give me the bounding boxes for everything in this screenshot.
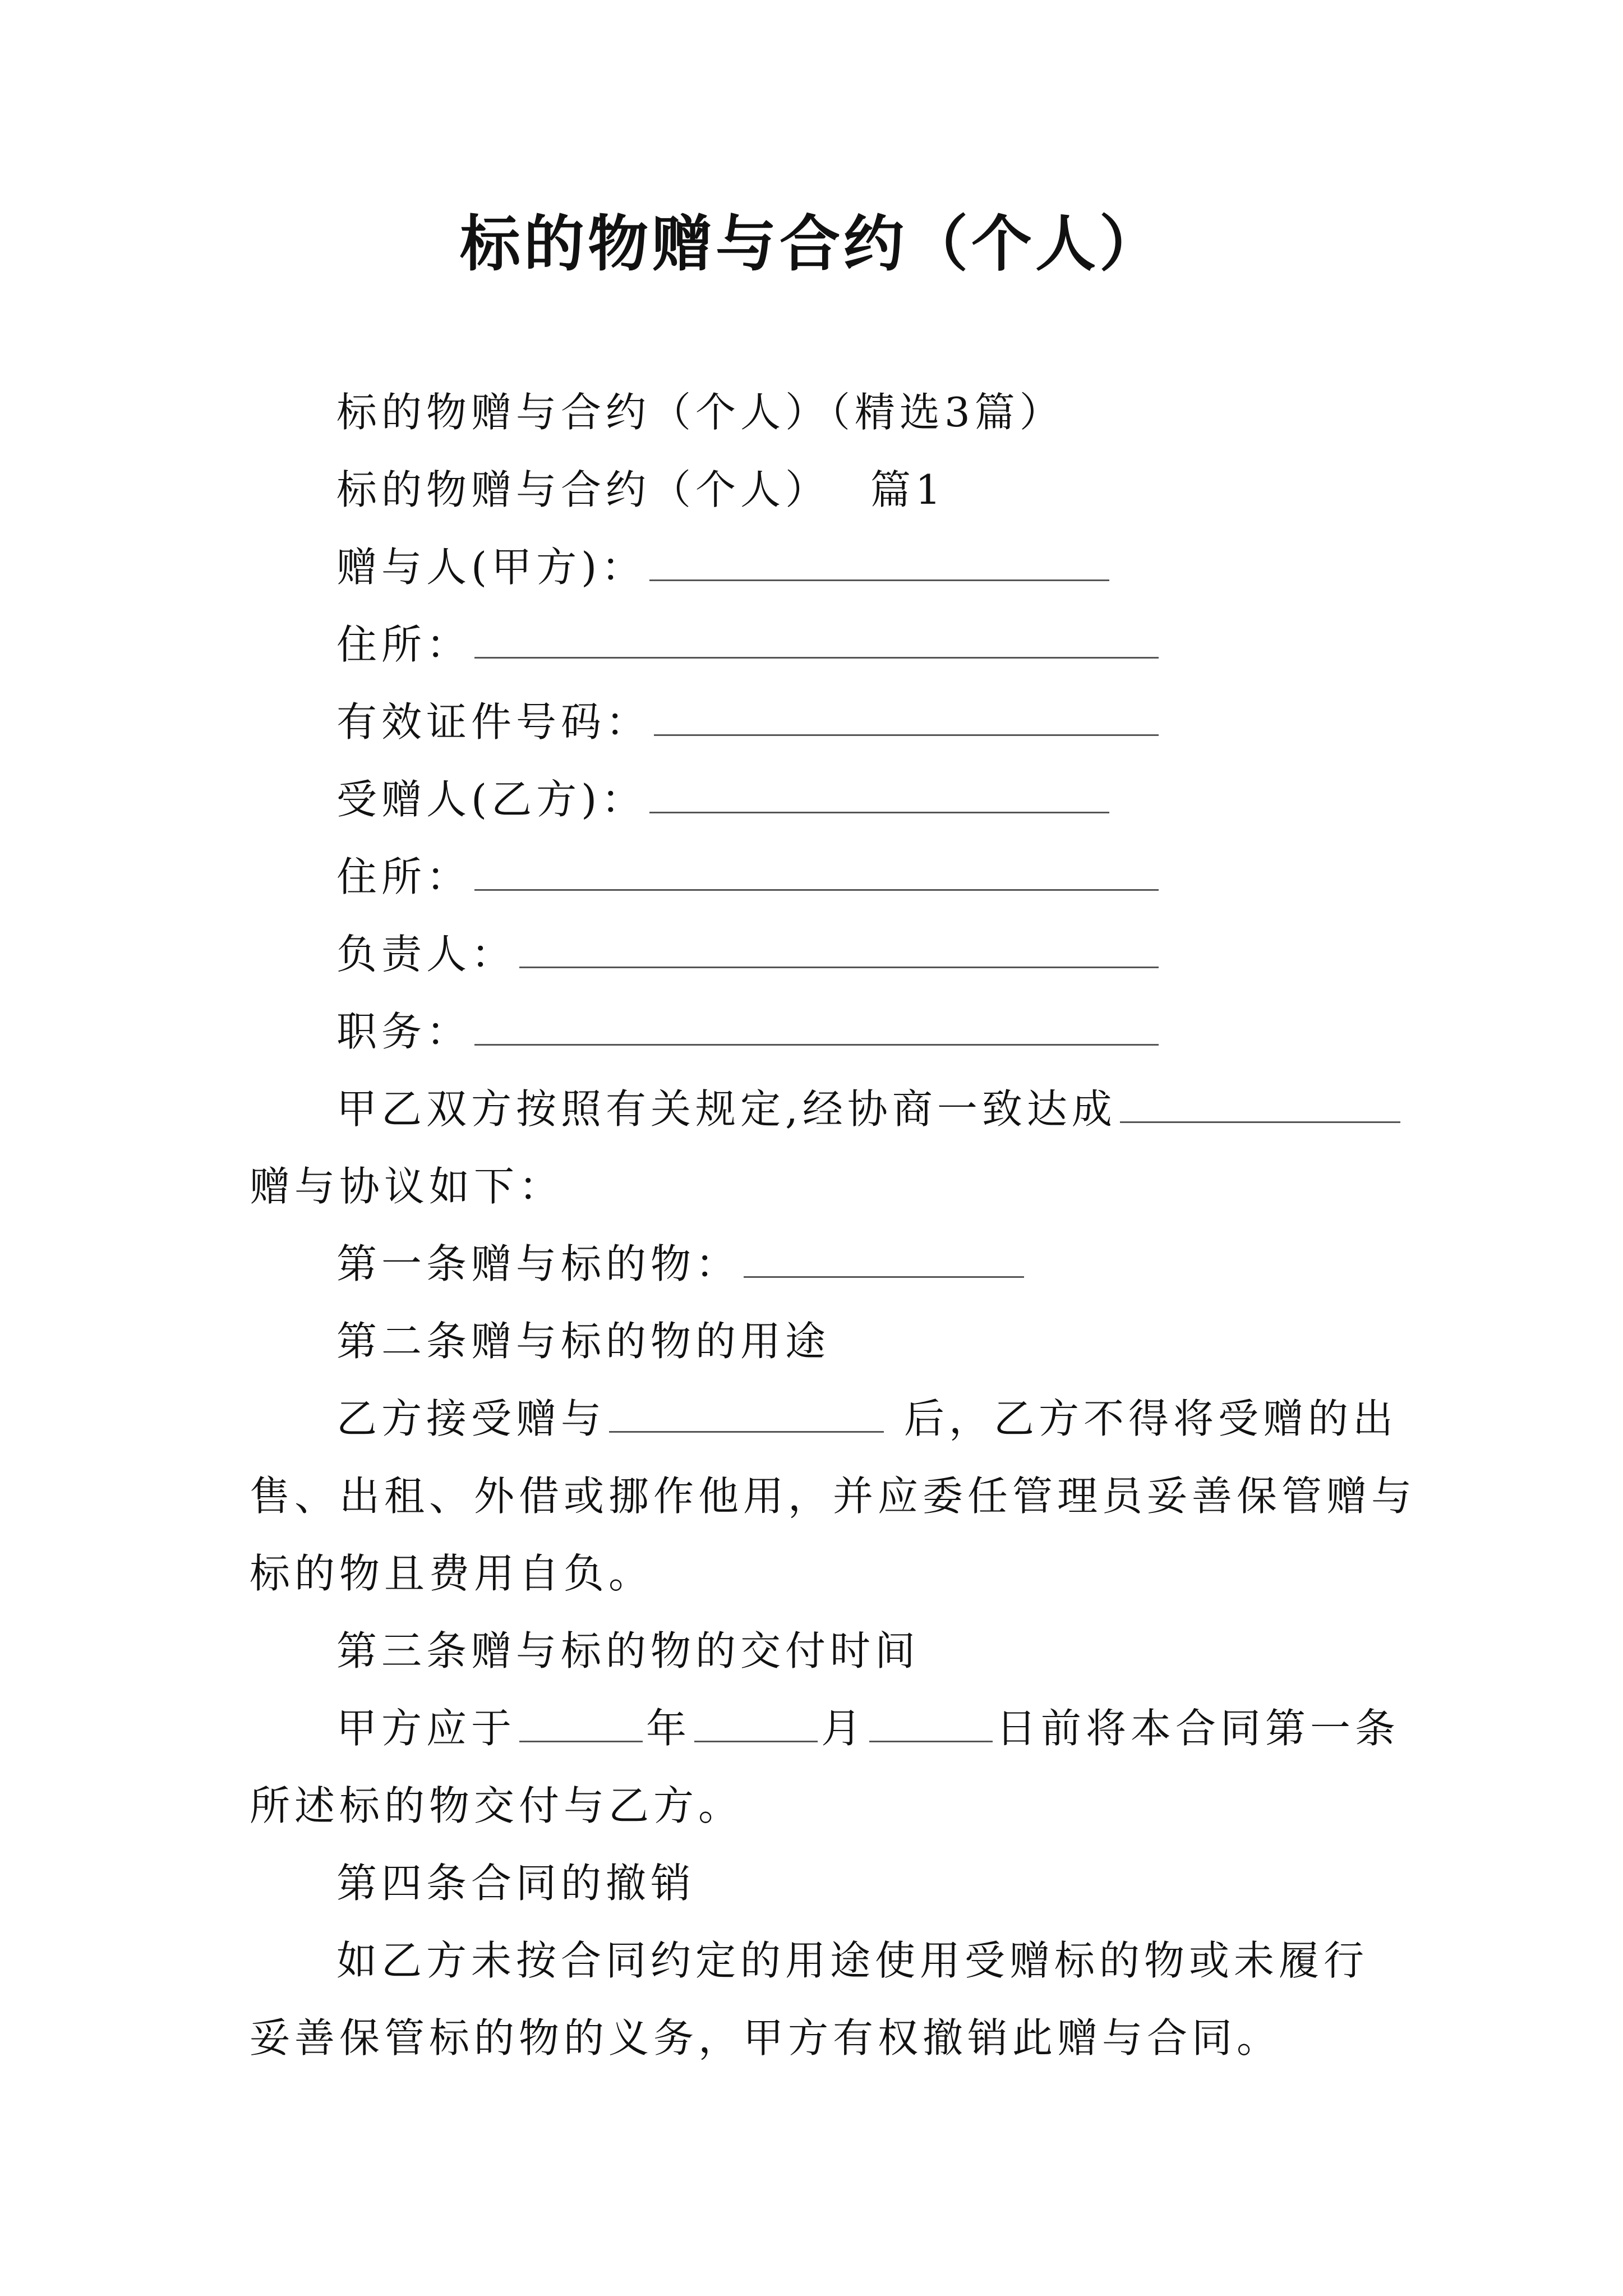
donor-id-field — [336, 691, 1162, 753]
article3-month-blank — [694, 1701, 818, 1742]
article3-month: 月 — [821, 1705, 866, 1752]
article3-day-blank — [869, 1701, 993, 1742]
article3-year: 年 — [646, 1705, 691, 1752]
donee-blank — [649, 772, 1109, 813]
article2-text-1b: 后，乙方不得将受赠的出 — [904, 1395, 1398, 1442]
donor-address-label: 住所： — [336, 621, 472, 668]
article2-line-1 — [336, 1388, 1398, 1450]
responsible-blank — [519, 927, 1159, 968]
intro-line-2: 赠与协议如下： — [250, 1163, 564, 1210]
document-title: 标的物赠与合约（个人） — [459, 209, 1163, 279]
section-number: 篇1 — [870, 466, 946, 513]
article3-heading: 第三条赠与标的物的交付时间 — [336, 1627, 920, 1674]
article2-line-3: 标的物且费用自负。 — [250, 1550, 654, 1597]
article1-blank — [744, 1237, 1024, 1278]
article4-heading: 第四条合同的撤销 — [336, 1860, 696, 1907]
article2-heading: 第二条赠与标的物的用途 — [336, 1318, 831, 1365]
article3-text-1a: 甲方应于 — [336, 1705, 517, 1752]
donor-blank — [649, 540, 1109, 581]
article2-line-2: 售、出租、外借或挪作他用，并应委任管理员妥善保管赠与 — [250, 1473, 1417, 1520]
position-field — [336, 1001, 1162, 1062]
donee-address-blank — [474, 850, 1159, 891]
intro-text-1: 甲乙双方按照有关规定,经协商一致达成 — [336, 1085, 1117, 1133]
position-blank — [474, 1005, 1159, 1046]
donor-address-blank — [474, 618, 1159, 659]
article2-blank — [609, 1392, 884, 1433]
donor-field — [336, 536, 1113, 598]
donor-id-label: 有效证件号码： — [336, 698, 651, 746]
document-subtitle: 标的物赠与合约（个人）（精选3篇） — [336, 389, 1064, 436]
article2-text-1a: 乙方接受赠与 — [336, 1395, 606, 1442]
article3-line-2: 所述标的物交付与乙方。 — [250, 1782, 744, 1829]
article4-line-1: 如乙方未按合同约定的用途使用受赠标的物或未履行 — [336, 1937, 1369, 1984]
donor-id-blank — [654, 695, 1159, 736]
responsible-field — [336, 923, 1162, 985]
donee-field — [336, 769, 1113, 830]
section-heading: 标的物赠与合约（个人） — [336, 466, 831, 513]
intro-line-1 — [336, 1078, 1404, 1140]
article1-line — [336, 1233, 1027, 1295]
intro-blank — [1120, 1082, 1400, 1123]
donee-address-label: 住所： — [336, 853, 472, 900]
position-label: 职务： — [336, 1008, 472, 1055]
donor-label: 赠与人(甲方)： — [336, 544, 647, 591]
donee-label: 受赠人(乙方)： — [336, 776, 647, 823]
section-heading-line — [336, 459, 946, 521]
article1-text: 第一条赠与标的物： — [336, 1240, 741, 1287]
article4-line-2: 妥善保管标的物的义务，甲方有权撤销此赠与合同。 — [250, 2014, 1282, 2062]
donee-address-field — [336, 846, 1162, 908]
article3-line-1 — [336, 1697, 1400, 1759]
responsible-label: 负责人： — [336, 931, 517, 978]
donor-address-field — [336, 614, 1162, 675]
article3-year-blank — [519, 1701, 643, 1742]
article3-text-1b: 日前将本合同第一条 — [996, 1705, 1400, 1752]
